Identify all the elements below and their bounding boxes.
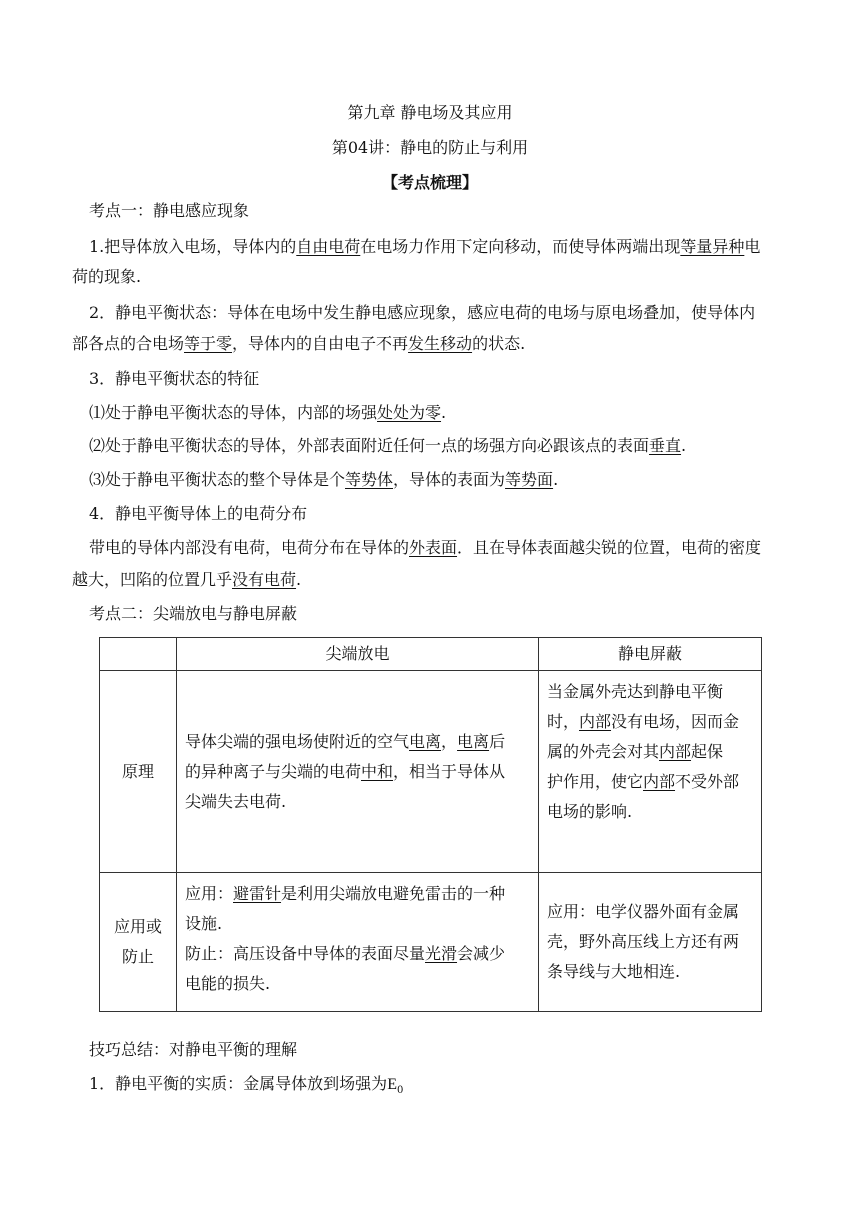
chapter-title: 第九章 静电场及其应用	[347, 103, 513, 122]
kp1-title: 考点一：静电感应现象	[89, 201, 250, 220]
blank-answer: 内部	[659, 742, 692, 761]
kp1-p3-2: ⑵处于静电平衡状态的导体，外部表面附近任何一点的场强方向必跟该点的表面垂直.	[89, 436, 687, 455]
cell-shield-principle: 当金属外壳达到静电平衡 时，内部没有电场，因而金 属的外壳会对其内部起保 护作用，使它内部不受外部 电场的影响.	[539, 671, 762, 873]
table-header-tip-discharge: 尖端放电	[177, 638, 539, 671]
blank-answer: 自由电荷	[296, 237, 361, 256]
table-header-row	[100, 638, 762, 671]
blank-answer: 没有电荷	[232, 570, 297, 589]
blank-answer: 垂直	[649, 436, 682, 455]
table-header-empty	[100, 638, 177, 671]
cell-tip-application: 应用：避雷针是利用尖端放电避免雷击的一种 设施. 防止：高压设备中导体的表面尽量光滑会减少 电能的损失.	[177, 873, 539, 1012]
blank-answer: 发生移动	[408, 334, 473, 353]
row-label-principle: 原理	[100, 671, 177, 873]
cell-tip-principle: 导体尖端的强电场使附近的空气电离，电离后 的异种离子与尖端的电荷中和，相当于导体从 尖端失去电荷.	[177, 671, 539, 873]
blank-answer: 光滑	[425, 944, 458, 963]
blank-answer: 内部	[643, 772, 676, 791]
summary-p1: 1．静电平衡的实质：金属导体放到场强为$E_0$	[89, 1074, 404, 1097]
table-row	[100, 873, 762, 1012]
blank-answer: 外表面	[409, 538, 458, 557]
kp1-p1-line2: 荷的现象.	[72, 267, 142, 286]
kp1-p3-3: ⑶处于静电平衡状态的整个导体是个等势体，导体的表面为等势面.	[89, 470, 559, 489]
kp1-p5-line1: 带电的导体内部没有电荷，电荷分布在导体的外表面．且在导体表面越尖锐的位置，电荷的密度	[89, 538, 762, 557]
kp1-p1-line1: 1.把导体放入电场，导体内的自由电荷在电场力作用下定向移动，而使导体两端出现等量异种电	[89, 237, 761, 256]
summary-title: 技巧总结：对静电平衡的理解	[89, 1040, 298, 1059]
blank-answer: 等势面	[505, 470, 554, 489]
blank-answer: 等量异种	[680, 237, 745, 256]
row-label-application: 应用或 防止	[100, 873, 177, 1012]
blank-answer: 等于零	[184, 334, 233, 353]
blank-answer: 处处为零	[377, 403, 442, 422]
lecture-title: 第04讲：静电的防止与利用	[331, 138, 529, 157]
table-header-shielding: 静电屏蔽	[539, 638, 762, 671]
kp1-p5-line2: 越大，凹陷的位置几乎没有电荷.	[72, 570, 302, 589]
comparison-table	[99, 637, 762, 1012]
kp2-title: 考点二：尖端放电与静电屏蔽	[89, 604, 298, 623]
blank-answer: 中和	[361, 761, 394, 781]
kp1-p3-1: ⑴处于静电平衡状态的导体，内部的场强处处为零.	[89, 403, 447, 422]
blank-answer: 避雷针	[233, 884, 282, 903]
kp1-p4: 4．静电平衡导体上的电荷分布	[89, 504, 308, 523]
blank-answer: 电离	[457, 731, 490, 751]
kp1-p3: 3．静电平衡状态的特征	[89, 369, 260, 388]
blank-answer: 电离	[409, 731, 442, 751]
kp1-p2-line1: 2．静电平衡状态：导体在电场中发生静电感应现象，感应电荷的电场与原电场叠加，使导体内	[89, 303, 756, 322]
blank-answer: 内部	[579, 712, 612, 731]
cell-shield-application: 应用：电学仪器外面有金属 壳，野外高压线上方还有两 条导线与大地相连.	[539, 873, 762, 1012]
kp1-p2-line2: 部各点的合电场等于零，导体内的自由电子不再发生移动的状态.	[72, 334, 526, 353]
blank-answer: 等势体	[345, 470, 394, 489]
table-row	[100, 671, 762, 873]
section-heading: 【考点梳理】	[381, 173, 478, 192]
